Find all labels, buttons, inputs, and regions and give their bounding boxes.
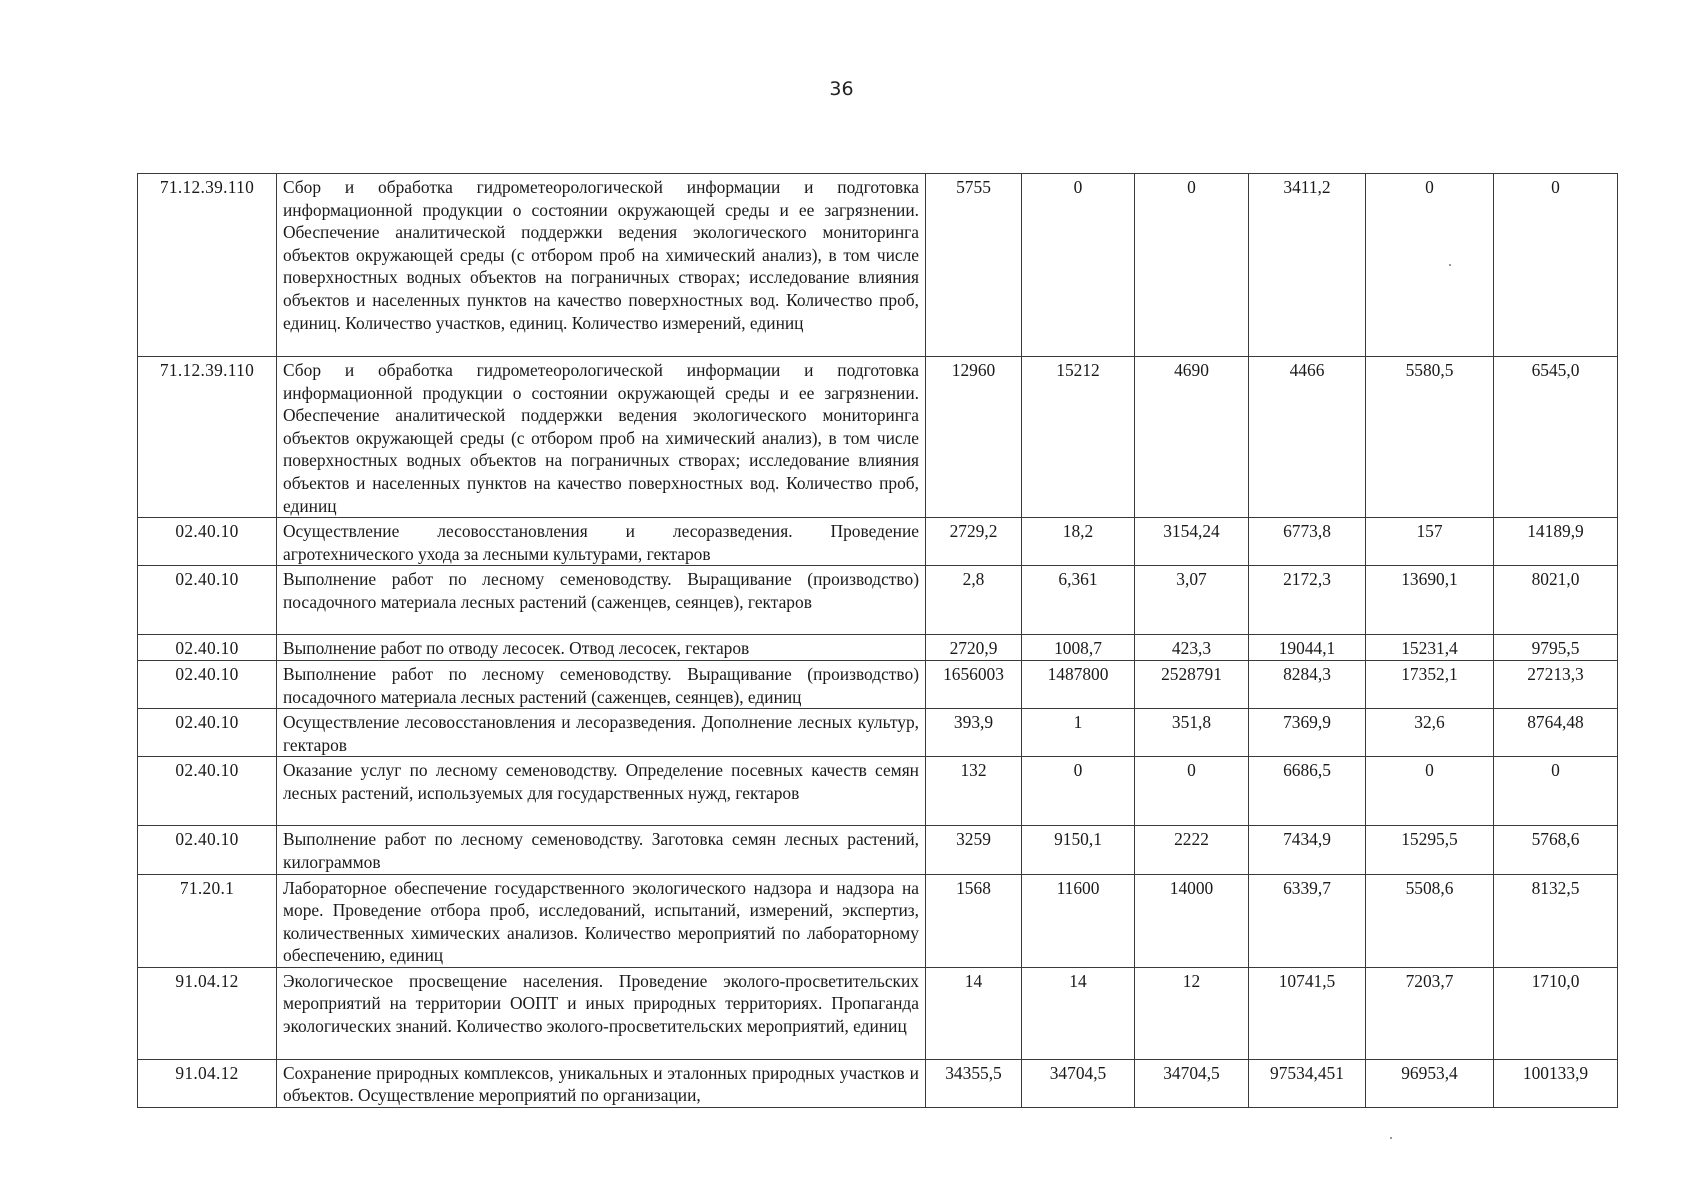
value-cell: 1008,7 <box>1022 635 1135 661</box>
okved-code-cell: 02.40.10 <box>138 518 277 566</box>
value-cell: 6,361 <box>1022 566 1135 635</box>
table-row <box>138 635 1618 661</box>
table-body <box>138 174 1618 1108</box>
value-cell: 423,3 <box>1135 635 1249 661</box>
work-description-cell: Оказание услуг по лесному семеноводству. Определение посевных качеств семян лесных растений, используемых для государственных нужд, гектаров <box>277 757 926 826</box>
value-cell: 2528791 <box>1135 660 1249 708</box>
table-row <box>138 757 1618 826</box>
table-row <box>138 874 1618 967</box>
value-cell: 5580,5 <box>1366 357 1494 518</box>
value-cell: 2720,9 <box>926 635 1022 661</box>
value-cell: 11600 <box>1022 874 1135 967</box>
value-cell: 1568 <box>926 874 1022 967</box>
value-cell: 5768,6 <box>1494 826 1618 874</box>
value-cell: 2222 <box>1135 826 1249 874</box>
value-cell: 15212 <box>1022 357 1135 518</box>
work-description-cell: Выполнение работ по отводу лесосек. Отвод лесосек, гектаров <box>277 635 926 661</box>
work-description-cell: Сохранение природных комплексов, уникальных и эталонных природных участков и объектов. Осуществление мероприятий по организации, <box>277 1059 926 1107</box>
data-table <box>137 173 1618 1108</box>
table-row <box>138 660 1618 708</box>
okved-code-cell: 02.40.10 <box>138 709 277 757</box>
okved-code-cell: 71.12.39.110 <box>138 174 277 357</box>
value-cell: 3154,24 <box>1135 518 1249 566</box>
value-cell: 0 <box>1135 174 1249 357</box>
value-cell: 96953,4 <box>1366 1059 1494 1107</box>
value-cell: 14 <box>1022 967 1135 1059</box>
okved-code-cell: 91.04.12 <box>138 967 277 1059</box>
value-cell: 7203,7 <box>1366 967 1494 1059</box>
value-cell: 0 <box>1366 757 1494 826</box>
work-description-cell: Лабораторное обеспечение государственного экологического надзора и надзора на море. Проведение отбора проб, исследований, испытаний, измерений, экспертиз, количественных химических анализов. Количество мероприятий по лабораторному обеспечению, единиц <box>277 874 926 967</box>
value-cell: 7434,9 <box>1249 826 1366 874</box>
value-cell: 6773,8 <box>1249 518 1366 566</box>
work-description-cell: Выполнение работ по лесному семеноводству. Выращивание (производство) посадочного материала лесных растений (саженцев, сеянцев), гектаров <box>277 566 926 635</box>
work-description-cell: Выполнение работ по лесному семеноводству. Заготовка семян лесных растений, килограммов <box>277 826 926 874</box>
value-cell: 4690 <box>1135 357 1249 518</box>
work-description-cell: Осуществление лесовосстановления и лесоразведения. Проведение агротехнического ухода за лесными культурами, гектаров <box>277 518 926 566</box>
value-cell: 5508,6 <box>1366 874 1494 967</box>
value-cell: 34355,5 <box>926 1059 1022 1107</box>
value-cell: 14000 <box>1135 874 1249 967</box>
table-row <box>138 709 1618 757</box>
value-cell: 1487800 <box>1022 660 1135 708</box>
value-cell: 15295,5 <box>1366 826 1494 874</box>
work-description-cell: Осуществление лесовосстановления и лесоразведения. Дополнение лесных культур, гектаров <box>277 709 926 757</box>
value-cell: 10741,5 <box>1249 967 1366 1059</box>
okved-code-cell: 02.40.10 <box>138 635 277 661</box>
value-cell: 8021,0 <box>1494 566 1618 635</box>
value-cell: 0 <box>1022 757 1135 826</box>
value-cell: 0 <box>1022 174 1135 357</box>
value-cell: 13690,1 <box>1366 566 1494 635</box>
value-cell: 3,07 <box>1135 566 1249 635</box>
table-row <box>138 174 1618 357</box>
okved-code-cell: 02.40.10 <box>138 660 277 708</box>
okved-code-cell: 71.12.39.110 <box>138 357 277 518</box>
value-cell: 2,8 <box>926 566 1022 635</box>
table-row <box>138 357 1618 518</box>
value-cell: 19044,1 <box>1249 635 1366 661</box>
value-cell: 27213,3 <box>1494 660 1618 708</box>
okved-code-cell: 02.40.10 <box>138 566 277 635</box>
value-cell: 9795,5 <box>1494 635 1618 661</box>
value-cell: 5755 <box>926 174 1022 357</box>
value-cell: 12960 <box>926 357 1022 518</box>
value-cell: 0 <box>1366 174 1494 357</box>
table-row <box>138 826 1618 874</box>
value-cell: 34704,5 <box>1022 1059 1135 1107</box>
value-cell: 1 <box>1022 709 1135 757</box>
value-cell: 3411,2 <box>1249 174 1366 357</box>
value-cell: 14189,9 <box>1494 518 1618 566</box>
work-description-cell: Выполнение работ по лесному семеноводству. Выращивание (производство) посадочного материала лесных растений (саженцев, сеянцев), единиц <box>277 660 926 708</box>
okved-code-cell: 91.04.12 <box>138 1059 277 1107</box>
value-cell: 6686,5 <box>1249 757 1366 826</box>
okved-code-cell: 71.20.1 <box>138 874 277 967</box>
okved-code-cell: 02.40.10 <box>138 757 277 826</box>
table-row <box>138 518 1618 566</box>
value-cell: 2729,2 <box>926 518 1022 566</box>
value-cell: 4466 <box>1249 357 1366 518</box>
value-cell: 9150,1 <box>1022 826 1135 874</box>
value-cell: 12 <box>1135 967 1249 1059</box>
value-cell: 7369,9 <box>1249 709 1366 757</box>
value-cell: 15231,4 <box>1366 635 1494 661</box>
value-cell: 17352,1 <box>1366 660 1494 708</box>
value-cell: 1656003 <box>926 660 1022 708</box>
table-row <box>138 566 1618 635</box>
value-cell: 1710,0 <box>1494 967 1618 1059</box>
value-cell: 18,2 <box>1022 518 1135 566</box>
value-cell: 157 <box>1366 518 1494 566</box>
value-cell: 393,9 <box>926 709 1022 757</box>
value-cell: 2172,3 <box>1249 566 1366 635</box>
table-row <box>138 967 1618 1059</box>
work-description-cell: Сбор и обработка гидрометеорологической информации и подготовка информационной продукции о состоянии окружающей среды и ее загрязнении. Обеспечение аналитической поддержки ведения экологического мониторинга объектов окружающей среды (с отбором проб на химический анализ), в том числе поверхностных водных объектов на пограничных створах; исследование влияния объектов и населенных пунктов на качество поверхностных вод. Количество проб, единиц <box>277 357 926 518</box>
value-cell: 6339,7 <box>1249 874 1366 967</box>
value-cell: 100133,9 <box>1494 1059 1618 1107</box>
table-row <box>138 1059 1618 1107</box>
value-cell: 32,6 <box>1366 709 1494 757</box>
scan-speck <box>1390 1137 1392 1139</box>
value-cell: 3259 <box>926 826 1022 874</box>
value-cell: 6545,0 <box>1494 357 1618 518</box>
work-description-cell: Экологическое просвещение населения. Проведение эколого-просветительских мероприятий на территории ООПТ и иных природных территориях. Пропаганда экологических знаний. Количество эколого-просветительских мероприятий, единиц <box>277 967 926 1059</box>
value-cell: 8132,5 <box>1494 874 1618 967</box>
value-cell: 0 <box>1494 757 1618 826</box>
work-description-cell: Сбор и обработка гидрометеорологической информации и подготовка информационной продукции о состоянии окружающей среды и ее загрязнении. Обеспечение аналитической поддержки ведения экологического мониторинга объектов окружающей среды (с отбором проб на химический анализ), в том числе поверхностных водных объектов на пограничных створах; исследование влияния объектов и населенных пунктов на качество поверхностных вод. Количество проб, единиц. Количество участков, единиц. Количество измерений, единиц <box>277 174 926 357</box>
value-cell: 14 <box>926 967 1022 1059</box>
value-cell: 0 <box>1494 174 1618 357</box>
value-cell: 132 <box>926 757 1022 826</box>
value-cell: 351,8 <box>1135 709 1249 757</box>
value-cell: 97534,451 <box>1249 1059 1366 1107</box>
value-cell: 34704,5 <box>1135 1059 1249 1107</box>
value-cell: 0 <box>1135 757 1249 826</box>
okved-code-cell: 02.40.10 <box>138 826 277 874</box>
value-cell: 8764,48 <box>1494 709 1618 757</box>
value-cell: 8284,3 <box>1249 660 1366 708</box>
scan-speck <box>1449 264 1451 266</box>
page-number: 36 <box>829 78 854 100</box>
